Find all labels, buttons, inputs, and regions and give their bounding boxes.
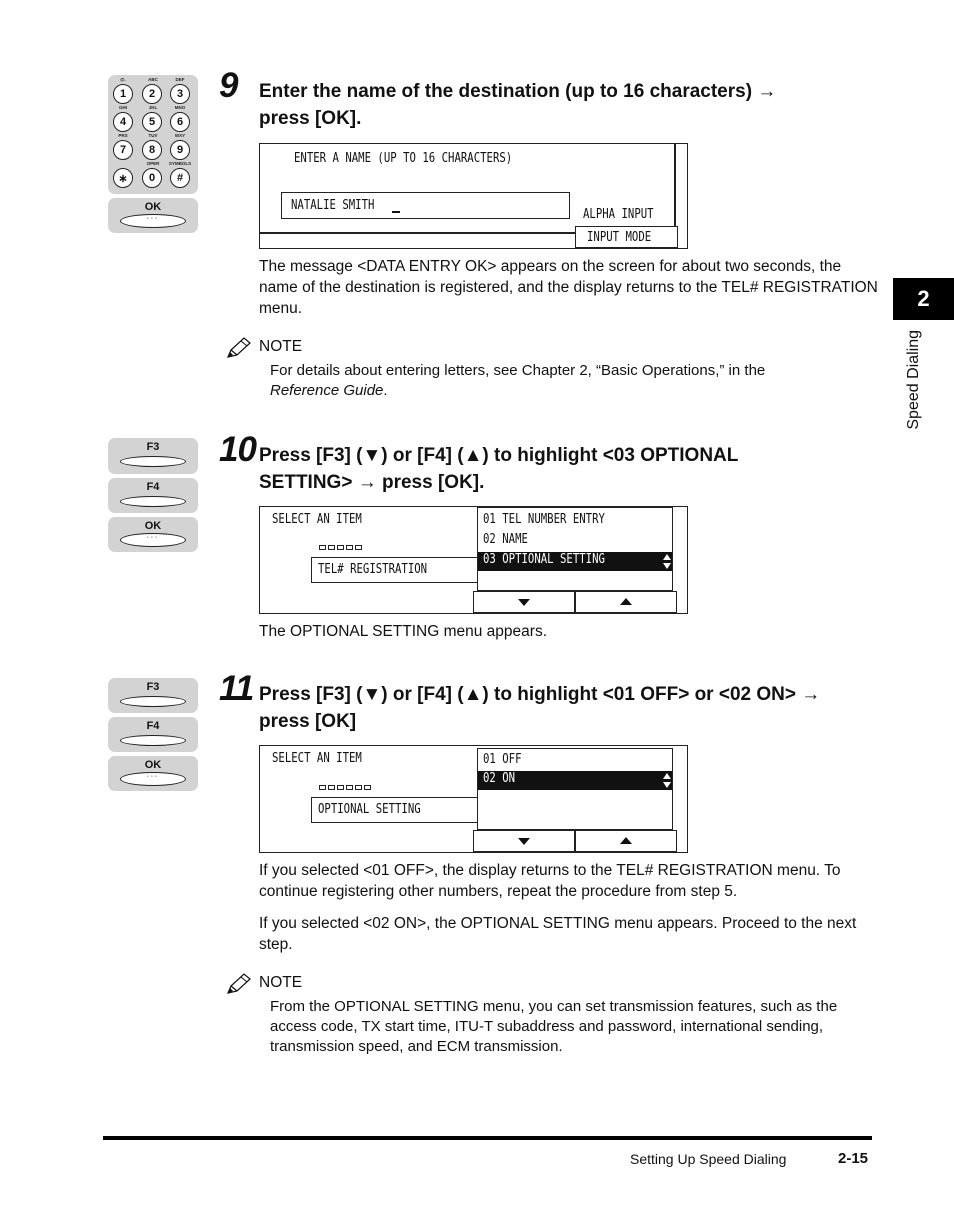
list-item-selected-label: 03 OPTIONAL SETTING bbox=[483, 552, 605, 567]
step-heading bbox=[259, 442, 879, 496]
progress-dashes bbox=[319, 545, 362, 550]
step-heading-line: press [OK] bbox=[259, 711, 357, 732]
input-mode-indicator: ALPHA INPUT bbox=[583, 207, 654, 222]
note-text-main: For details about entering letters, see Chapter 2, “Basic Operations,” in the bbox=[270, 362, 766, 379]
step-description: If you selected <02 ON>, the OPTIONAL SETTING menu appears. Proceed to the next step. bbox=[259, 915, 857, 953]
item-list bbox=[477, 507, 673, 591]
key-3: 3 bbox=[170, 84, 190, 104]
note-label: NOTE bbox=[259, 338, 303, 355]
key-sublabel: WXY bbox=[174, 133, 186, 138]
note-text: From the OPTIONAL SETTING menu, you can set transmission features, such as the access code, TX start time, ITU-T subaddress and password, international sending, transmission speed, and ECM transmission. bbox=[270, 998, 838, 1055]
chapter-section-title: Speed Dialing bbox=[905, 330, 922, 430]
screen-prompt: ENTER A NAME (UP TO 16 CHARACTERS) bbox=[294, 151, 513, 166]
list-item[interactable]: 01 OFF bbox=[483, 752, 522, 767]
key-sublabel: SYMBOLS bbox=[168, 161, 192, 166]
key-star: ∗ bbox=[113, 168, 133, 188]
step-heading-line: press [OK]. bbox=[259, 108, 362, 129]
key-8: 8 bbox=[142, 140, 162, 160]
note-text-end: . bbox=[383, 382, 388, 399]
f4-key-shape bbox=[120, 735, 186, 746]
scroll-up-button[interactable] bbox=[575, 830, 677, 852]
step-number: 11 bbox=[219, 669, 254, 708]
note-label: NOTE bbox=[259, 974, 303, 991]
pencil-icon bbox=[226, 337, 252, 359]
current-menu-label: TEL# REGISTRATION bbox=[318, 562, 428, 577]
ok-key-illustration bbox=[108, 517, 198, 552]
f3-key-label: F3 bbox=[146, 681, 160, 693]
note-text bbox=[270, 361, 870, 401]
key-1: 1 bbox=[113, 84, 133, 104]
step-heading-line: Enter the name of the destination (up to 16 characters) → bbox=[259, 81, 777, 102]
list-item-selected-label: 02 ON bbox=[483, 771, 516, 786]
f3-key-label: F3 bbox=[146, 441, 160, 453]
f3-key-shape bbox=[120, 456, 186, 467]
key-2: 2 bbox=[142, 84, 162, 104]
ok-key-illustration bbox=[108, 198, 198, 233]
up-down-arrows-icon bbox=[662, 772, 672, 789]
key-sublabel: GHI bbox=[118, 105, 127, 110]
input-mode-button bbox=[575, 226, 678, 248]
list-item[interactable]: 01 TEL NUMBER ENTRY bbox=[483, 512, 605, 527]
current-menu-box bbox=[311, 797, 479, 823]
chapter-tab: 2 bbox=[893, 278, 954, 320]
step-description: The OPTIONAL SETTING menu appears. bbox=[259, 623, 547, 640]
key-9: 9 bbox=[170, 140, 190, 160]
up-arrow-icon bbox=[620, 837, 632, 844]
key-0: 0 bbox=[142, 168, 162, 188]
step-heading bbox=[259, 78, 879, 132]
lcd-screen-select-item bbox=[259, 745, 688, 853]
step-number: 9 bbox=[219, 66, 238, 105]
list-item[interactable]: 02 NAME bbox=[483, 532, 528, 547]
lcd-screen-name-entry bbox=[259, 143, 688, 249]
key-7: 7 bbox=[113, 140, 133, 160]
ok-key-shape: ◦◦◦ bbox=[120, 772, 186, 786]
key-sublabel: TUV bbox=[148, 133, 158, 138]
f4-key-illustration bbox=[108, 478, 198, 513]
ok-key-label: OK bbox=[144, 520, 162, 532]
up-arrow-icon bbox=[620, 598, 632, 605]
down-arrow-icon bbox=[518, 838, 530, 845]
function-keys-illustration bbox=[108, 678, 198, 713]
current-menu-label: OPTIONAL SETTING bbox=[318, 802, 421, 817]
step-heading-line: Press [F3] (▼) or [F4] (▲) to highlight <01 OFF> or <02 ON> → bbox=[259, 684, 821, 705]
scroll-up-button[interactable] bbox=[575, 591, 677, 613]
step-description: The message <DATA ENTRY OK> appears on the screen for about two seconds, the name of the destination is registered, and the display returns to the TEL# REGISTRATION menu. bbox=[259, 258, 878, 317]
step-number: 10 bbox=[219, 430, 256, 469]
note-reference-title: Reference Guide bbox=[270, 382, 384, 399]
key-sublabel: DEF bbox=[175, 77, 185, 82]
scroll-down-button[interactable] bbox=[473, 830, 575, 852]
item-list bbox=[477, 748, 673, 830]
f3-key-shape bbox=[120, 696, 186, 707]
page-number: 2-15 bbox=[838, 1150, 869, 1167]
key-sublabel: @. bbox=[120, 77, 126, 82]
progress-dashes bbox=[319, 785, 371, 790]
list-item-selected[interactable] bbox=[478, 771, 672, 790]
f4-key-label: F4 bbox=[146, 481, 160, 493]
down-arrow-icon bbox=[518, 599, 530, 606]
ok-key-label: OK bbox=[144, 201, 162, 213]
text-cursor bbox=[392, 211, 400, 213]
lcd-screen-select-item bbox=[259, 506, 688, 614]
key-5: 5 bbox=[142, 112, 162, 132]
footer-section-title: Setting Up Speed Dialing bbox=[630, 1151, 787, 1167]
key-sublabel: ABC bbox=[148, 77, 158, 82]
up-down-arrows-icon bbox=[662, 553, 672, 570]
numeric-keypad-illustration bbox=[108, 75, 198, 194]
f4-key-shape bbox=[120, 496, 186, 507]
key-sublabel: PRS bbox=[118, 133, 128, 138]
scroll-down-button[interactable] bbox=[473, 591, 575, 613]
name-input-value: NATALIE SMITH bbox=[291, 198, 375, 213]
step-heading bbox=[259, 681, 879, 735]
f4-key-label: F4 bbox=[146, 720, 160, 732]
footer-rule bbox=[103, 1136, 872, 1140]
ok-key-label: OK bbox=[144, 759, 162, 771]
f4-key-illustration bbox=[108, 717, 198, 752]
key-sublabel: JKL bbox=[148, 105, 158, 110]
ok-key-illustration bbox=[108, 756, 198, 791]
key-sublabel: MNO bbox=[174, 105, 186, 110]
function-keys-illustration bbox=[108, 438, 198, 474]
key-hash: # bbox=[170, 168, 190, 188]
current-menu-box bbox=[311, 557, 479, 583]
name-input-field bbox=[281, 192, 570, 219]
screen-prompt: SELECT AN ITEM bbox=[272, 751, 362, 766]
pencil-icon bbox=[226, 973, 252, 995]
list-item-selected[interactable] bbox=[478, 552, 672, 571]
ok-key-shape: ◦◦◦ bbox=[120, 214, 186, 228]
step-heading-line: Press [F3] (▼) or [F4] (▲) to highlight <03 OPTIONAL bbox=[259, 445, 739, 466]
key-sublabel: OPER bbox=[146, 161, 160, 166]
ok-key-shape: ◦◦◦ bbox=[120, 533, 186, 547]
key-4: 4 bbox=[113, 112, 133, 132]
key-6: 6 bbox=[170, 112, 190, 132]
step-description: If you selected <01 OFF>, the display returns to the TEL# REGISTRATION menu. To continue registering other numbers, repeat the procedure from step 5. bbox=[259, 862, 841, 900]
screen-prompt: SELECT AN ITEM bbox=[272, 512, 362, 527]
step-heading-line: SETTING> → press [OK]. bbox=[259, 472, 485, 493]
input-mode-button-label: INPUT MODE bbox=[587, 230, 652, 245]
